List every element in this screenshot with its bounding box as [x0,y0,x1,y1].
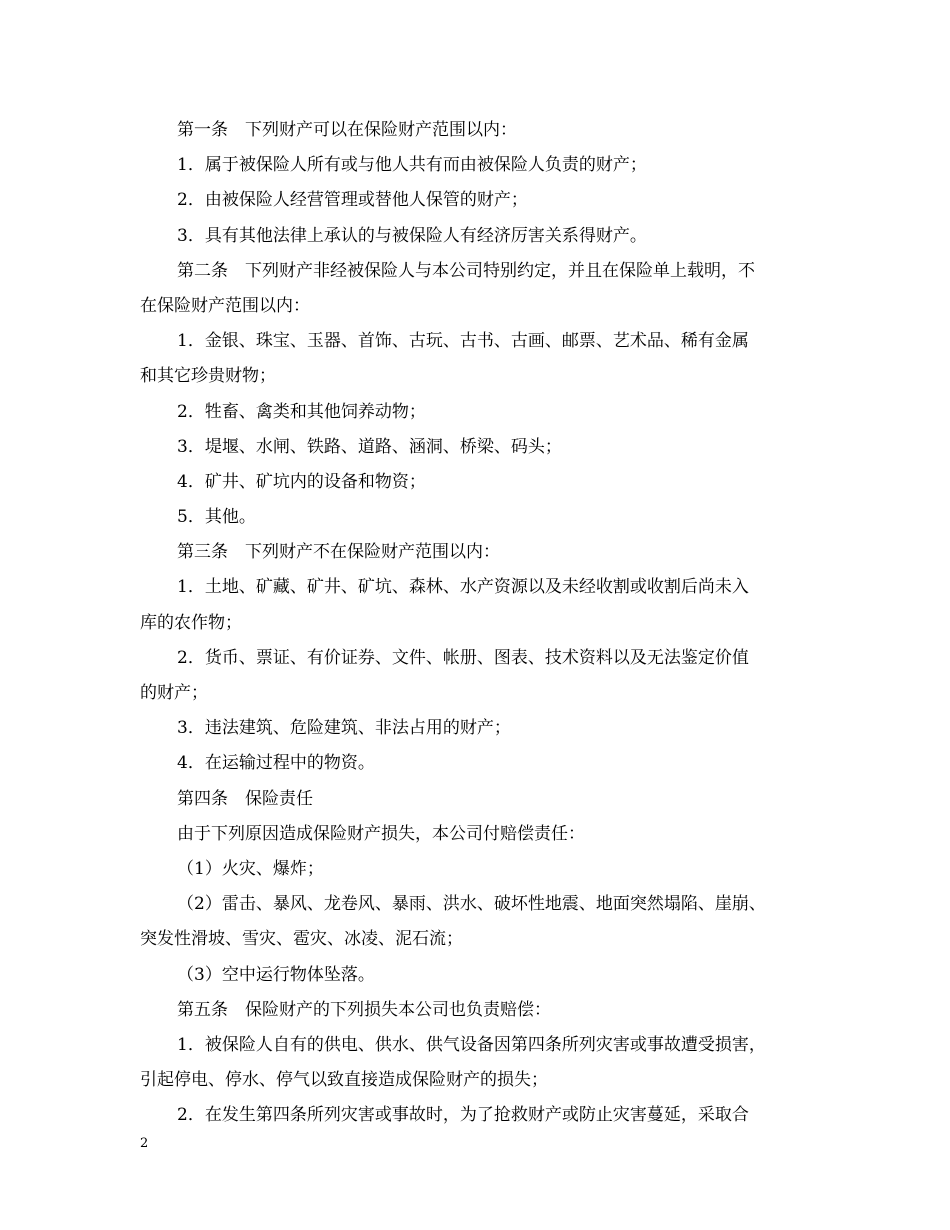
text-line: 第二条 下列财产非经被保险人与本公司特别约定，并且在保险单上载明，不 [177,260,755,281]
page-number: 2 [140,1136,149,1151]
text-line: 的财产； [140,683,208,703]
text-line: 2．牲畜、禽类和其他饲养动物； [177,401,426,422]
text-line: 第一条 下列财产可以在保险财产范围以内： [177,120,517,140]
text-line: 1．金银、珠宝、玉器、首饰、古玩、古书、古画、邮票、艺术品、稀有金属 [177,331,749,352]
text-line: 由于下列原因造成保险财产损失，本公司付赔偿责任： [177,823,585,844]
text-line: 2．货币、票证、有价证券、文件、帐册、图表、技术资料以及无法鉴定价值 [177,647,749,668]
text-line: 突发性滑坡、雪灾、雹灾、冰凌、泥石流； [140,929,463,950]
text-line: 3．具有其他法律上承认的与被保险人有经济厉害关系得财产。 [177,225,647,246]
text-line: 第三条 下列财产不在保险财产范围以内： [177,542,500,563]
text-line: （1）火灾、爆炸； [177,858,324,879]
text-line: 在保险财产范围以内： [140,295,310,316]
text-line: 引起停电、停水、停气以致直接造成保险财产的损失； [140,1070,548,1091]
text-line: （2）雷击、暴风、龙卷风、暴雨、洪水、破坏性地震、地面突然塌陷、崖崩、 [177,894,766,915]
text-line: 3．违法建筑、危险建筑、非法占用的财产； [177,718,511,739]
text-line: 2．在发生第四条所列灾害或事故时，为了抢救财产或防止灾害蔓延，采取合 [177,1105,749,1126]
document-body [140,113,818,1133]
text-line: 库的农作物； [140,612,242,633]
text-line: 第四条 保险责任 [177,788,313,809]
text-line: 和其它珍贵财物； [140,366,276,387]
text-line: 4．在运输过程中的物资。 [177,753,375,774]
text-line: （3）空中运行物体坠落。 [177,964,375,985]
text-line: 5．其他。 [177,507,256,528]
text-line: 1．属于被保险人所有或与他人共有而由被保险人负责的财产； [177,155,647,176]
text-line: 1．土地、矿藏、矿井、矿坑、森林、水产资源以及未经收割或收割后尚未入 [177,577,749,598]
text-line: 2．由被保险人经营管理或替他人保管的财产； [177,190,528,211]
text-line: 3．堤堰、水闸、铁路、道路、涵洞、桥梁、码头； [177,436,562,457]
text-line: 第五条 保险财产的下列损失本公司也负责赔偿： [177,999,551,1020]
text-line: 1．被保险人自有的供电、供水、供气设备因第四条所列灾害或事故遭受损害， [177,1034,766,1055]
text-line: 4．矿井、矿坑内的设备和物资； [177,471,426,492]
